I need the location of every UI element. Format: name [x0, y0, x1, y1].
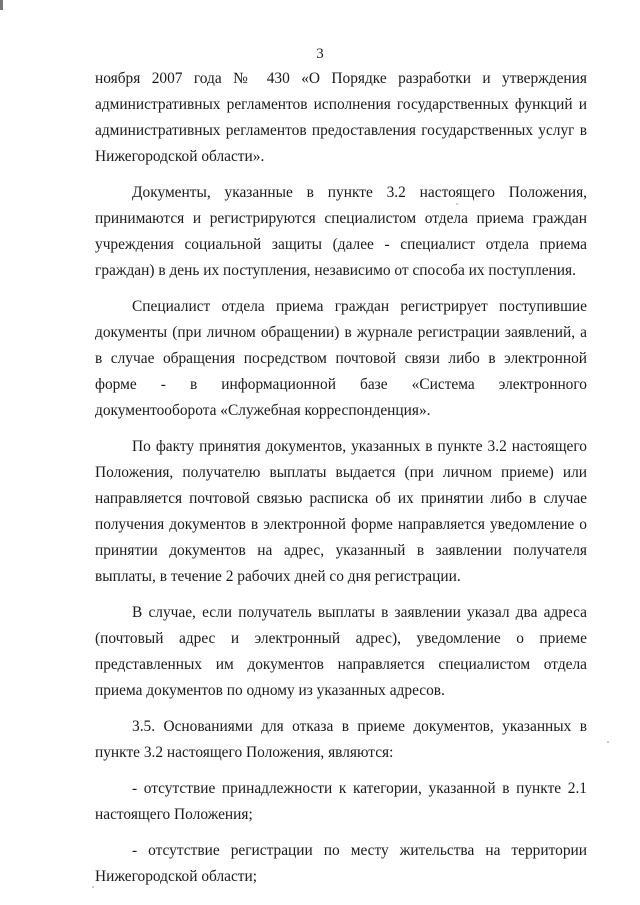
paragraph: Специалист отдела приема граждан регистрирует поступившие документы (при личном обращении) в журнале регистрации заявлений, а в случае обращения посредством почтовой связи либо в электронной форме - в информационной базе «Система электронного документооборота «Служебная корреспонденция». — [95, 298, 587, 419]
page-number: 3 — [316, 46, 324, 62]
scan-dust-dot — [607, 741, 609, 743]
paragraph: В случае, если получатель выплаты в заявлении указал два адреса (почтовый адрес и электронный адрес), уведомление о приеме представленных им документов направляется специалистом отдела приема документов по одному из указанных адресов. — [95, 604, 587, 699]
scan-artifact-mark — [0, 0, 3, 10]
scan-dust-dot — [92, 886, 94, 888]
document-body — [95, 66, 587, 900]
paragraph: 3.5. Основаниями для отказа в приеме документов, указанных в пункте 3.2 настоящего Положения, являются: — [95, 718, 587, 761]
list-item: - отсутствие принадлежности к категории, указанной в пункте 2.1 настоящего Положения; — [95, 780, 587, 823]
paragraph: ноября 2007 года № 430 «О Порядке разработки и утверждения административных регламентов исполнения государственных функций и административных регламентов предоставления государственных услуг в Нижегородской области». — [95, 70, 587, 165]
list-item: - отсутствие регистрации по месту жительства на территории Нижегородской области; — [95, 842, 587, 885]
paragraph: По факту принятия документов, указанных в пункте 3.2 настоящего Положения, получателю выплаты выдается (при личном приеме) или направляется почтовой связью расписка об их принятии либо в случае получения документов в электронной форме направляется уведомление о принятии документов на адрес, указанный в заявлении получателя выплаты, в течение 2 рабочих дней со дня регистрации. — [95, 438, 587, 585]
paragraph: Документы, указанные в пункте 3.2 настоящего Положения, принимаются и регистрируются специалистом отдела приема граждан учреждения социальной защиты (далее - специалист отдела приема граждан) в день их поступления, независимо от способа их поступления. — [95, 184, 587, 279]
